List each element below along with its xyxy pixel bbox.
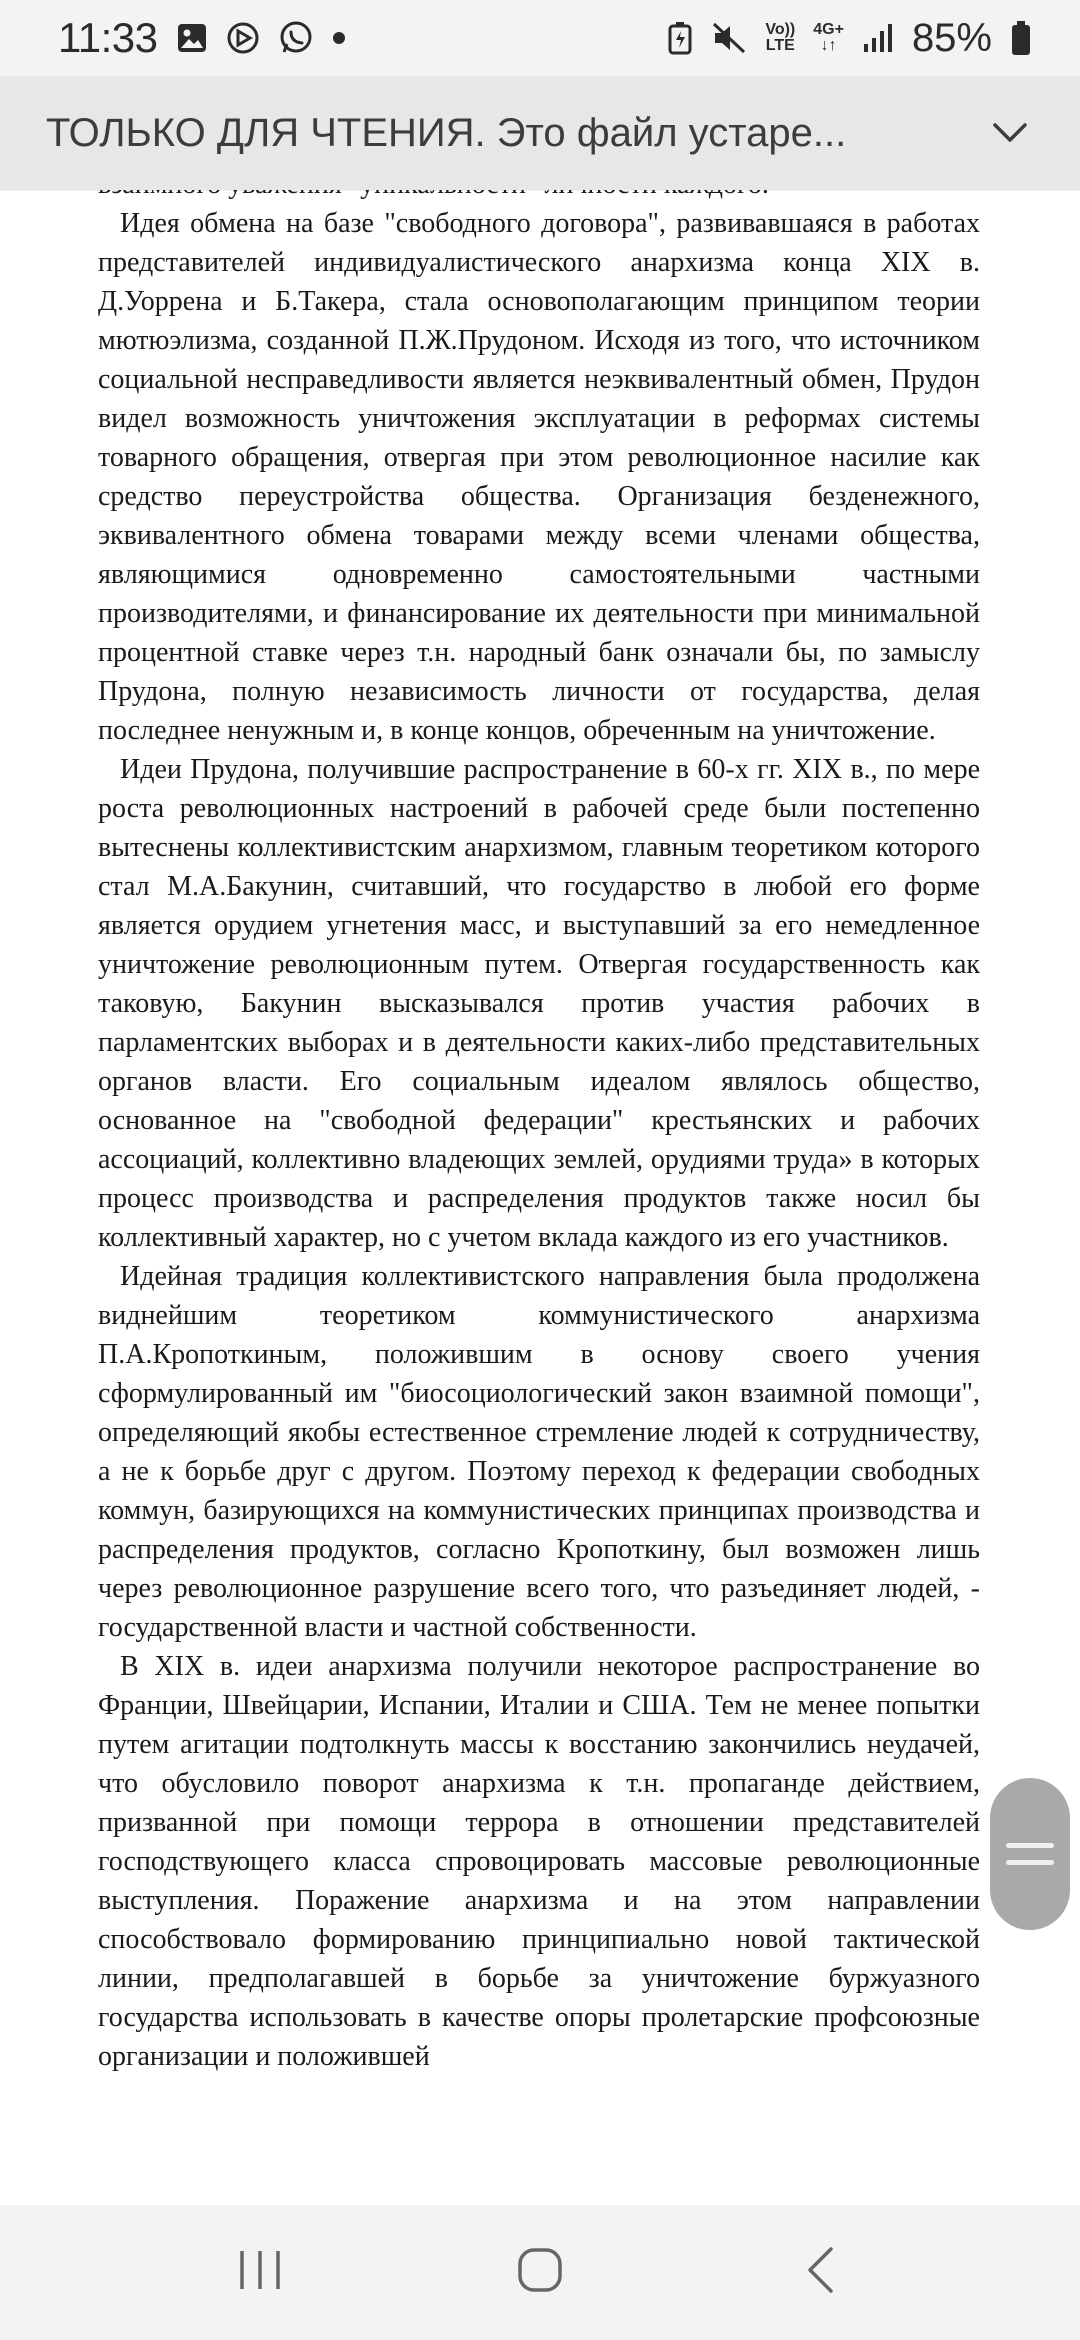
paragraph: Идея обмена на базе "свободного договора", развивавшаяся в работах представителей индивидуалистического анархизма конца XIX в. Д.Уоррена и Б.Такера, стала основополагающим принципом теории мютюэлизма, созданной П.Ж.Прудоном. Исходя из того, что источником социальной несправедливости является неэквивалентный обмен, Прудон видел возможность уничтожения эксплуатации в реформах системы товарного обращения, отвергая при этом революционное насилие как средство переустройства общества. Организация безденежного, эквивалентного обмена товарами между всеми членами общества, являющимися одновременно самостоятельными частными производителями, и финансирование их деятельности при минимальной процентной ставке через т.н. народный банк означали бы, по замыслу Прудона, полную независимость личности от государства, делая последнее ненужным и, в конце концов, обреченным на уничтожение.: [98, 208, 980, 746]
home-icon: [516, 2246, 564, 2299]
home-button[interactable]: [480, 2228, 600, 2318]
clock: 11:33: [58, 14, 158, 61]
handle-grip-line: [1006, 1843, 1054, 1848]
paragraph: В XIX в. идеи анархизма получили некоторое распространение во Франции, Швейцарии, Испании, Италии и США. Тем не менее попытки путем агитации подтолкнуть массы к восстанию закончились неудачей, что обусловило поворот анархизма к т.н. пропаганде действием, призванной при помощи террора в отношении представителей господствующего класса спровоцировать массовые революционные выступления. Поражение анархизма и на этом направлении способствовало формированию принципиально новой тактической линии, предполагавшей в борьбе за уничтожение буржуазного государства использовать в качестве опоры пролетарские профсоюзные организации и положившей: [98, 1651, 980, 2072]
recents-button[interactable]: [200, 2228, 320, 2318]
whatsapp-icon: [278, 20, 314, 56]
battery-icon: [1010, 20, 1032, 56]
navigation-bar: [0, 2205, 1080, 2340]
app-icon: [226, 21, 260, 55]
chevron-down-icon[interactable]: [980, 103, 1040, 163]
status-bar: [0, 0, 1080, 76]
readonly-banner-text: ТОЛЬКО ДЛЯ ЧТЕНИЯ. Это файл устаре...: [46, 110, 847, 155]
gallery-icon: [176, 22, 208, 54]
recents-icon: [237, 2248, 283, 2297]
fast-scroll-handle[interactable]: [990, 1778, 1070, 1930]
volte-icon: [765, 22, 795, 54]
mute-icon: [711, 21, 747, 55]
dot-icon: [332, 31, 346, 45]
readonly-banner[interactable]: [0, 76, 1080, 190]
battery-percent: 85%: [911, 15, 992, 60]
network-volte: Vo)): [765, 21, 796, 38]
network-lte: LTE: [765, 37, 795, 54]
document-content: [98, 165, 980, 2076]
handle-grip-line: [1006, 1860, 1054, 1865]
back-button[interactable]: [760, 2228, 880, 2318]
paragraph: Идейная традиция коллективистского направления была продолжена виднейшим теоретиком коммунистического анархизма П.А.Кропоткиным, положившим в основу своего учения сформулированный им "биосоциологический закон взаимной помощи", определяющий якобы естественное стремление людей к сотрудничеству, а не к борьбе друг с другом. Поэтому переход к федерации свободных коммун, базирующихся на коммунистических принципах производства и распределения продуктов, согласно Кропоткину, был возможен лишь через революционное разрушение всего того, что разъединяет людей, - государственной власти и частной собственности.: [98, 1261, 980, 1643]
data-type: 4G+: [813, 21, 844, 38]
signal-icon: [862, 22, 894, 54]
back-icon: [804, 2245, 836, 2300]
battery-saver-icon: [667, 21, 693, 55]
4g-icon: 4G+ ↓↑: [813, 21, 844, 54]
status-right: [667, 16, 1032, 61]
paragraph: Идеи Прудона, получившие распространение в 60-х гг. XIX в., по мере роста революционных настроений в рабочей среде были постепенно вытеснены коллективистским анархизмом, главным теоретиком которого стал М.А.Бакунин, считавший, что государство в любой его форме является орудием угнетения масс, и выступавший за его немедленное уничтожение революционным путем. Отвергая государственность как таковую, Бакунин высказывался против участия рабочих в парламентских выборах и в деятельности каких-либо представительных органов власти. Его социальным идеалом являлось общество, основанное на "свободной федерации" крестьянских и рабочих ассоциаций, коллективно владеющих землей, орудиями труда» в которых процесс производства и распределения продуктов также носил бы коллективный характер, но с учетом вклада каждого из его участников.: [98, 754, 980, 1253]
status-left: [58, 14, 346, 62]
document-view[interactable]: [0, 190, 1080, 2205]
